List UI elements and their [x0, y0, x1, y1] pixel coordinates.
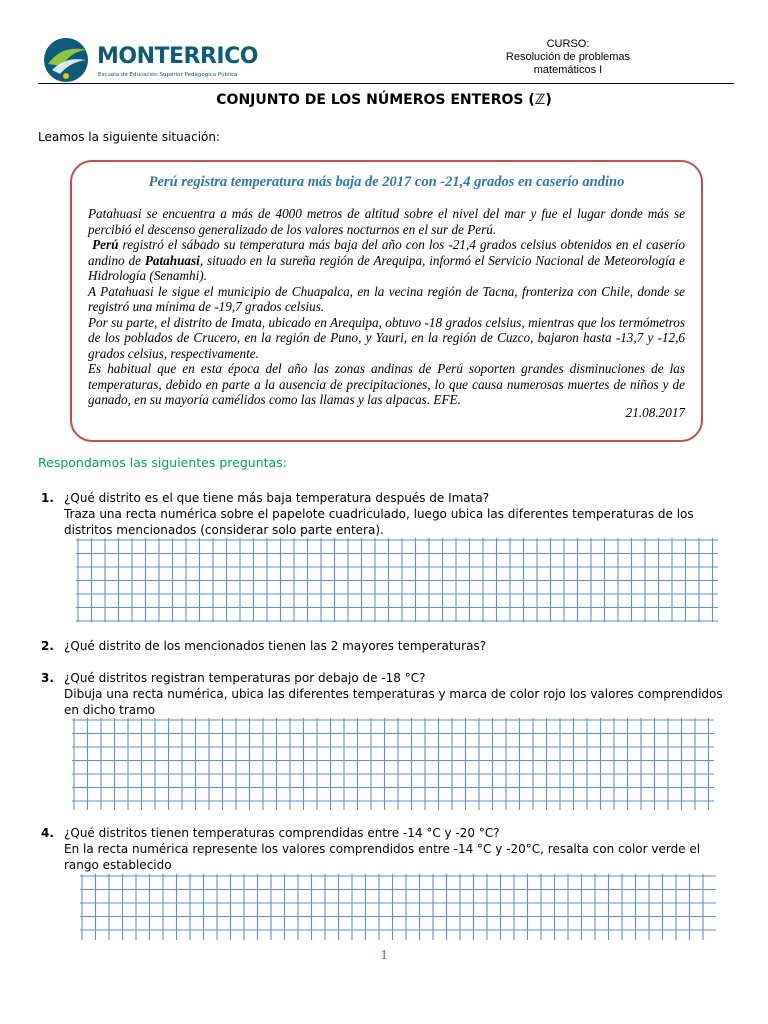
course-line-1: Resolución de problemas: [505, 51, 631, 63]
question-text: ¿Qué distritos registran temperaturas por debajo de -18 °C?: [64, 671, 426, 685]
article-paragraph-2-a: registró el sábado su temperatura más baja del año con los -21,4 grados celsius obtenidos en el caserío andino de: [88, 237, 685, 268]
grid-paper-3: [80, 874, 716, 940]
question-4: [38, 825, 728, 873]
course-label: CURSO:: [546, 38, 590, 50]
question-instruction: En la recta numérica represente los valores comprendidos entre -14 °C y -20°C, resalta con color verde el rango establecido: [64, 842, 701, 872]
course-info: [468, 38, 668, 77]
question-number: 1.: [41, 491, 54, 505]
questions-heading: Respondamos las siguientes preguntas:: [38, 455, 287, 470]
grid-paper-1: [76, 538, 718, 622]
header-divider: [38, 83, 734, 84]
question-2: [38, 638, 728, 654]
article-headline: Perú registra temperatura más baja de 2017 con -21,4 grados en caserío andino: [148, 174, 625, 190]
article-paragraph-3: A Patahuasi le sigue el municipio de Chuapalca, en la vecina región de Tacna, fronteriza con Chile, donde se registró una mínima de -19,7 grados celsius.: [88, 283, 685, 314]
question-number: 4.: [41, 826, 54, 840]
intro-text: Leamos la siguiente situación:: [38, 130, 221, 144]
logo-emblem-icon: [42, 36, 94, 84]
question-number: 2.: [41, 639, 54, 653]
question-text: ¿Qué distrito de los mencionados tienen las 2 mayores temperaturas?: [64, 639, 487, 653]
bold-patahuasi: Patahuasi: [144, 252, 200, 268]
page-header: [38, 32, 738, 84]
question-1: [38, 490, 728, 538]
course-line-2: matemáticos I: [533, 64, 603, 76]
logo-name: MONTERRICO: [97, 44, 258, 69]
logo-subtitle: Escuela de Educación Superior Pedagógica Pública: [98, 72, 238, 78]
article-date: 21.08.2017: [625, 405, 685, 420]
grid-paper-2: [72, 718, 714, 810]
article-paragraph-2-b: , situado en la sureña región de Arequipa, informó el Servicio Nacional de Meteorología e Hidrología (Senamhi).: [88, 252, 685, 283]
article-paragraph-4: Por su parte, el distrito de Imata, ubicado en Arequipa, obtuvo -18 grados celsius, mientras que los termómetros de los poblados de Crucero, en la región de Puno, y Yauri, en la región de Cuzco, bajaron hasta -13,7 y -12,6 grados celsius, respectivamente.: [88, 314, 685, 361]
question-text: ¿Qué distrito es el que tiene más baja temperatura después de Imata?: [64, 491, 490, 505]
page-title: CONJUNTO DE LOS NÚMEROS ENTEROS (ℤ): [216, 92, 552, 108]
page-number: 1: [380, 948, 388, 963]
question-instruction: Traza una recta numérica sobre el papelote cuadriculado, luego ubica las diferentes temperaturas de los distritos mencionados (considerar solo parte entera).: [64, 507, 694, 537]
question-text: ¿Qué distritos tienen temperaturas comprendidas entre -14 °C y -20 °C?: [64, 826, 500, 840]
article-paragraph-2: [88, 237, 685, 284]
bold-peru: Perú: [92, 237, 119, 252]
article-paragraph-5: Es habitual que en esta época del año las zonas andinas de Perú soporten grandes disminuciones de las temperaturas, debido en parte a la ausencia de precipitaciones, lo que causa numerosas muertes de niños y de ganado, en su mayoría camélidos como las llamas y las alpacas. EFE.: [88, 361, 685, 407]
question-instruction: Dibuja una recta numérica, ubica las diferentes temperaturas y marca de color rojo los valores comprendidos en dicho tramo: [64, 687, 723, 717]
article-box: [70, 160, 703, 442]
article-body: [88, 206, 685, 408]
article-paragraph-1: Patahuasi se encuentra a más de 4000 metros de altitud sobre el nivel del mar y fue el lugar donde más se percibió el descenso generalizado de los valores nocturnos en el sur de Perú.: [88, 206, 685, 237]
question-number: 3.: [41, 671, 54, 685]
question-3: [38, 670, 728, 718]
school-logo: [42, 36, 258, 84]
